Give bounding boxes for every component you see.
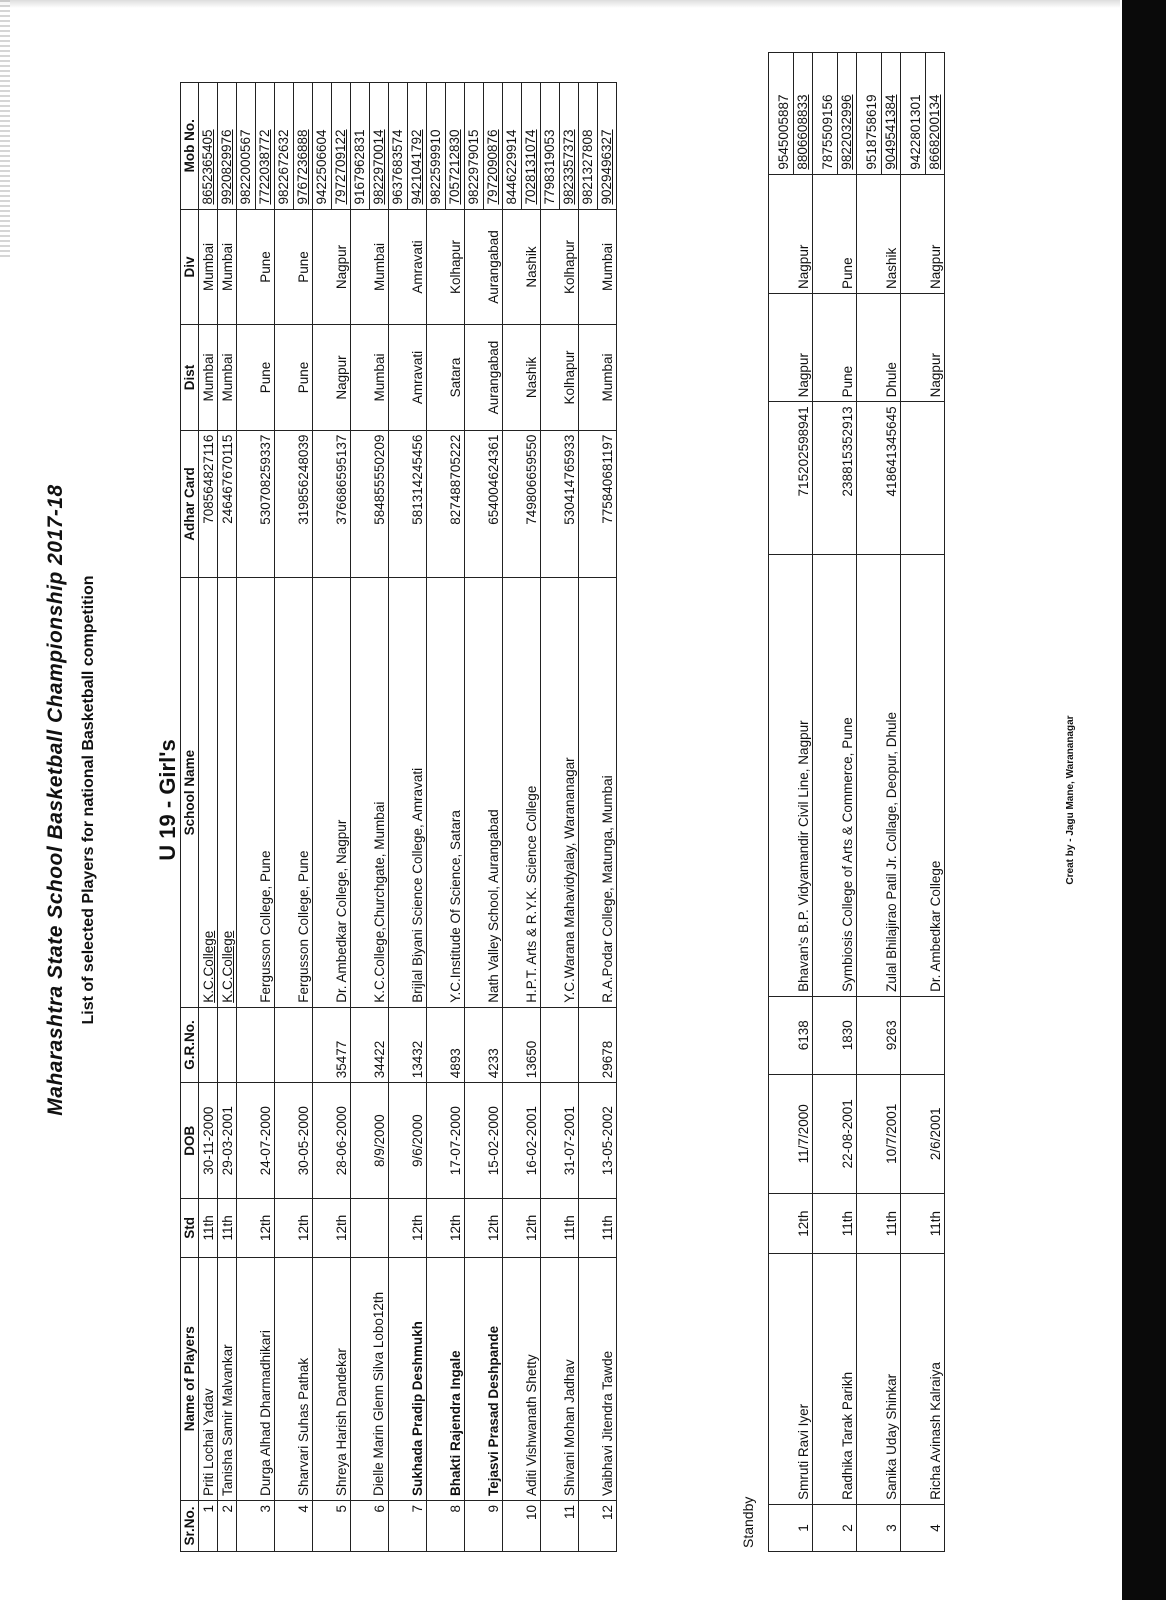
std-cell: 12th	[389, 1199, 427, 1257]
sr-cell: 7	[389, 1500, 427, 1551]
sr-cell: 6	[351, 1500, 389, 1551]
div-cell: Nagpur	[901, 174, 945, 293]
std-cell: 12th	[465, 1199, 503, 1257]
dist-cell: Pune	[813, 293, 857, 401]
standby-row	[901, 53, 945, 1552]
mob-cell	[901, 53, 945, 175]
mob-number: 9029496327	[599, 129, 614, 205]
sr-cell: 3	[857, 1504, 901, 1551]
adhar-cell: 749806659550	[503, 430, 541, 578]
mob-number: 7972090876	[485, 129, 500, 205]
dob-cell: 13-05-2002	[579, 1083, 617, 1199]
div-cell: Kolhapur	[427, 209, 465, 325]
mob-cell	[465, 83, 503, 210]
mob-number: 9422506604	[313, 83, 332, 209]
div-cell: Mumbai	[351, 209, 389, 325]
mob-number: 9637683574	[389, 83, 408, 209]
mob-number: 9822970014	[371, 129, 386, 205]
adhar-cell: 238815352913	[813, 402, 857, 554]
school-cell: H.P.T. Arts & R.Y.K. Science College	[503, 578, 541, 1007]
sr-cell: 11	[541, 1500, 579, 1551]
gr-cell: 1830	[813, 996, 857, 1074]
standby-label: Standby	[740, 1496, 756, 1548]
adhar-cell: 418641345645	[857, 402, 901, 554]
mob-number: 9822599910	[427, 83, 446, 209]
gr-cell: 6138	[769, 996, 813, 1074]
mob-number: 9422801301	[907, 53, 926, 174]
column-header-div: Div	[181, 209, 199, 325]
mob-number: 9767236888	[295, 129, 310, 205]
dist-cell: Mumbai	[351, 325, 389, 430]
name-cell: Vaibhavi Jitendra Tawde	[579, 1257, 617, 1500]
sr-cell: 10	[503, 1500, 541, 1551]
sr-cell: 4	[901, 1504, 945, 1551]
mob-cell	[813, 53, 857, 175]
mob-cell	[199, 83, 218, 210]
div-cell: Mumbai	[218, 209, 237, 325]
mob-number: 9545005887	[775, 53, 794, 174]
gr-cell: 34422	[351, 1007, 389, 1082]
school-cell: Y.C.Institude Of Science, Satara	[427, 578, 465, 1007]
mob-number: 9822979015	[465, 83, 484, 209]
std-cell: 12th	[427, 1199, 465, 1257]
standby-row	[769, 53, 813, 1552]
dist-cell: Pune	[275, 325, 313, 430]
div-cell: Nagpur	[769, 174, 813, 293]
school-cell: Fergusson College, Pune	[237, 578, 275, 1007]
school-cell: K.C.College	[218, 578, 237, 1007]
name-cell: Richa Avinash Kalraiya	[901, 1254, 945, 1505]
name-cell: Radhika Tarak Parikh	[813, 1254, 857, 1505]
gr-cell	[275, 1007, 313, 1082]
dist-cell: Aurangabad	[465, 325, 503, 430]
adhar-cell: 708564827116	[199, 430, 218, 578]
mob-number: 7057212830	[447, 129, 462, 205]
mob-number: 7972709122	[333, 129, 348, 205]
mob-number: 7722038772	[257, 129, 272, 205]
sr-cell: 2	[218, 1500, 237, 1551]
sr-cell: 4	[275, 1500, 313, 1551]
div-cell: Nagpur	[313, 209, 351, 325]
header-row	[181, 83, 199, 1552]
mob-cell	[351, 83, 389, 210]
mob-cell	[541, 83, 579, 210]
std-cell: 11th	[541, 1199, 579, 1257]
adhar-cell: 775840681197	[579, 430, 617, 578]
sr-cell: 9	[465, 1500, 503, 1551]
column-header-std: Std	[181, 1199, 199, 1257]
div-cell: Mumbai	[199, 209, 218, 325]
sr-cell: 12	[579, 1500, 617, 1551]
mob-number: 8668200134	[927, 94, 942, 170]
mob-number: 8806608833	[795, 94, 810, 170]
name-cell: Tanisha Samir Malvankar	[218, 1257, 237, 1500]
table-row	[218, 83, 237, 1552]
std-cell: 12th	[503, 1199, 541, 1257]
school-cell: Y.C.Warana Mahavidyalay, Warananagar	[541, 578, 579, 1007]
school-cell: Brijlal Biyani Science College, Amravati	[389, 578, 427, 1007]
gr-cell: 9263	[857, 996, 901, 1074]
adhar-cell: 246467670115	[218, 430, 237, 578]
div-cell: Nashik	[857, 174, 901, 293]
gr-cell: 29678	[579, 1007, 617, 1082]
dist-cell: Pune	[237, 325, 275, 430]
table-row	[465, 83, 503, 1552]
sr-cell: 1	[769, 1504, 813, 1551]
table-row	[541, 83, 579, 1552]
column-header-dist: Dist	[181, 325, 199, 430]
dob-cell: 8/9/2000	[351, 1083, 389, 1199]
dob-cell: 2/6/2001	[901, 1074, 945, 1193]
mob-number: 9822000567	[237, 83, 256, 209]
mob-cell	[857, 53, 901, 175]
mob-number: 7875509156	[819, 53, 838, 174]
mob-cell	[237, 83, 275, 210]
standby-table	[768, 52, 945, 1552]
mob-cell	[275, 83, 313, 210]
adhar-cell: 530708259337	[237, 430, 275, 578]
mob-number: 8652365405	[200, 129, 215, 205]
dob-cell: 28-06-2000	[313, 1083, 351, 1199]
mob-number: 9822032996	[839, 94, 854, 170]
mob-number: 9920829976	[219, 129, 234, 205]
column-header-sr-no: Sr.No.	[181, 1500, 199, 1551]
dob-cell: 22-08-2001	[813, 1074, 857, 1193]
dist-cell: Amravati	[389, 325, 427, 430]
table-row	[427, 83, 465, 1552]
gr-cell: 4233	[465, 1007, 503, 1082]
players-table	[180, 82, 617, 1552]
column-header-name: Name of Players	[181, 1257, 199, 1500]
mob-cell	[503, 83, 541, 210]
school-cell: R.A.Podar College, Matunga, Mumbai	[579, 578, 617, 1007]
school-cell: K.C.College,Churchgate, Mumbai	[351, 578, 389, 1007]
school-cell: Dr. Ambedkar College, Nagpur	[313, 578, 351, 1007]
gr-cell: 35477	[313, 1007, 351, 1082]
name-cell: Durga Alhad Dharmadhikari	[237, 1257, 275, 1500]
adhar-cell: 654004624361	[465, 430, 503, 578]
sr-cell: 8	[427, 1500, 465, 1551]
dist-cell: Mumbai	[218, 325, 237, 430]
mob-cell	[313, 83, 351, 210]
gr-cell: 13432	[389, 1007, 427, 1082]
page-subtitle: List of selected Players for national Basketball competition	[80, 575, 97, 1025]
div-cell: Pune	[275, 209, 313, 325]
gr-cell	[237, 1007, 275, 1082]
div-cell: Pune	[237, 209, 275, 325]
dob-cell: 30-05-2000	[275, 1083, 313, 1199]
name-cell: Shivani Mohan Jadhav	[541, 1257, 579, 1500]
mob-number: 9421041792	[409, 129, 424, 205]
gr-cell	[199, 1007, 218, 1082]
mob-cell	[427, 83, 465, 210]
std-cell: 11th	[857, 1193, 901, 1253]
mob-cell	[389, 83, 427, 210]
school-cell: Zulal Bhilajirao Patil Jr. Collage, Deopur, Dhule	[857, 554, 901, 996]
gr-cell	[541, 1007, 579, 1082]
sr-cell: 1	[199, 1500, 218, 1551]
mob-cell	[769, 53, 813, 175]
standby-row	[857, 53, 901, 1552]
std-cell: 12th	[313, 1199, 351, 1257]
mob-cell	[579, 83, 617, 210]
table-row	[503, 83, 541, 1552]
adhar-cell: 319856248039	[275, 430, 313, 578]
div-cell: Mumbai	[579, 209, 617, 325]
dob-cell: 30-11-2000	[199, 1083, 218, 1199]
div-cell: Pune	[813, 174, 857, 293]
table-row	[579, 83, 617, 1552]
name-cell: Priti Lochai Yadav	[199, 1257, 218, 1500]
dob-cell: 16-02-2001	[503, 1083, 541, 1199]
dist-cell: Nagpur	[901, 293, 945, 401]
std-cell: 12th	[275, 1199, 313, 1257]
adhar-cell: 584855550209	[351, 430, 389, 578]
gr-cell	[901, 996, 945, 1074]
dist-cell: Kolhapur	[541, 325, 579, 430]
std-cell	[351, 1199, 389, 1257]
dob-cell: 9/6/2000	[389, 1083, 427, 1199]
page-title: Maharashtra State School Basketball Championship 2017-18	[44, 484, 67, 1116]
table-row	[199, 83, 218, 1552]
school-cell: Nath Valley School, Aurangabad	[465, 578, 503, 1007]
dob-cell: 29-03-2001	[218, 1083, 237, 1199]
std-cell: 11th	[218, 1199, 237, 1257]
mob-number: 7798319053	[541, 83, 560, 209]
mob-number: 8446229914	[503, 83, 522, 209]
school-cell: K.C.College	[199, 578, 218, 1007]
adhar-cell: 530414765933	[541, 430, 579, 578]
std-cell: 11th	[813, 1193, 857, 1253]
school-cell: Dr. Ambedkar College	[901, 554, 945, 996]
column-header-mob: Mob No.	[181, 83, 199, 210]
std-cell: 12th	[237, 1199, 275, 1257]
table-row	[275, 83, 313, 1552]
mob-number: 9518758619	[863, 53, 882, 174]
name-cell: Tejasvi Prasad Deshpande	[465, 1257, 503, 1500]
gr-cell: 4893	[427, 1007, 465, 1082]
dist-cell: Nagpur	[313, 325, 351, 430]
gr-cell	[218, 1007, 237, 1082]
dist-cell: Nashik	[503, 325, 541, 430]
mob-number: 9167962831	[351, 83, 370, 209]
dob-cell: 15-02-2000	[465, 1083, 503, 1199]
column-header-gr-no: G.R.No.	[181, 1007, 199, 1082]
adhar-cell: 827488705222	[427, 430, 465, 578]
mob-number: 9823357373	[561, 129, 576, 205]
div-cell: Kolhapur	[541, 209, 579, 325]
dist-cell: Nagpur	[769, 293, 813, 401]
gr-cell: 13650	[503, 1007, 541, 1082]
dist-cell: Mumbai	[579, 325, 617, 430]
mob-number: 9821327808	[579, 83, 598, 209]
dob-cell: 17-07-2000	[427, 1083, 465, 1199]
name-cell: Smruti Ravi Iyer	[769, 1254, 813, 1505]
dob-cell: 31-07-2001	[541, 1083, 579, 1199]
adhar-cell: 715202598941	[769, 402, 813, 554]
column-header-adhar: Adhar Card	[181, 430, 199, 578]
sr-cell: 2	[813, 1504, 857, 1551]
mob-cell	[218, 83, 237, 210]
div-cell: Amravati	[389, 209, 427, 325]
dob-cell: 10/7/2001	[857, 1074, 901, 1193]
name-cell: Dielle Marin Glenn Silva Lobo12th	[351, 1257, 389, 1500]
name-cell: Shreya Harish Dandekar	[313, 1257, 351, 1500]
div-cell: Nashik	[503, 209, 541, 325]
adhar-cell	[901, 402, 945, 554]
footer-credit: Creat by - Jagu Mane, Warananagar	[1065, 715, 1076, 885]
div-cell: Aurangabad	[465, 209, 503, 325]
table-row	[351, 83, 389, 1552]
dist-cell: Satara	[427, 325, 465, 430]
standby-row	[813, 53, 857, 1552]
std-cell: 11th	[901, 1193, 945, 1253]
sr-cell: 3	[237, 1500, 275, 1551]
std-cell: 11th	[579, 1199, 617, 1257]
school-cell: Symbiosis College of Arts & Commerce, Pune	[813, 554, 857, 996]
std-cell: 11th	[199, 1199, 218, 1257]
adhar-cell: 376686595137	[313, 430, 351, 578]
school-cell: Bhavan's B.P. Vidyamandir Civil Line, Nagpur	[769, 554, 813, 996]
table-row	[313, 83, 351, 1552]
name-cell: Sanika Uday Shinkar	[857, 1254, 901, 1505]
dist-cell: Dhule	[857, 293, 901, 401]
mob-number: 9049541384	[883, 94, 898, 170]
name-cell: Sukhada Pradip Deshmukh	[389, 1257, 427, 1500]
school-cell: Fergusson College, Pune	[275, 578, 313, 1007]
mob-number: 7028131074	[523, 129, 538, 205]
dob-cell: 24-07-2000	[237, 1083, 275, 1199]
column-header-dob: DOB	[181, 1083, 199, 1199]
adhar-cell: 581314245456	[389, 430, 427, 578]
std-cell: 12th	[769, 1193, 813, 1253]
sr-cell: 5	[313, 1500, 351, 1551]
category-heading: U 19 - Girl's	[155, 739, 180, 861]
name-cell: Aditi Vishwanath Shetty	[503, 1257, 541, 1500]
mob-number: 9822672632	[275, 83, 294, 209]
table-row	[389, 83, 427, 1552]
dob-cell: 11/7/2000	[769, 1074, 813, 1193]
name-cell: Bhakti Rajendra Ingale	[427, 1257, 465, 1500]
name-cell: Sharvari Suhas Pathak	[275, 1257, 313, 1500]
column-header-school: School Name	[181, 578, 199, 1007]
table-row	[237, 83, 275, 1552]
dist-cell: Mumbai	[199, 325, 218, 430]
